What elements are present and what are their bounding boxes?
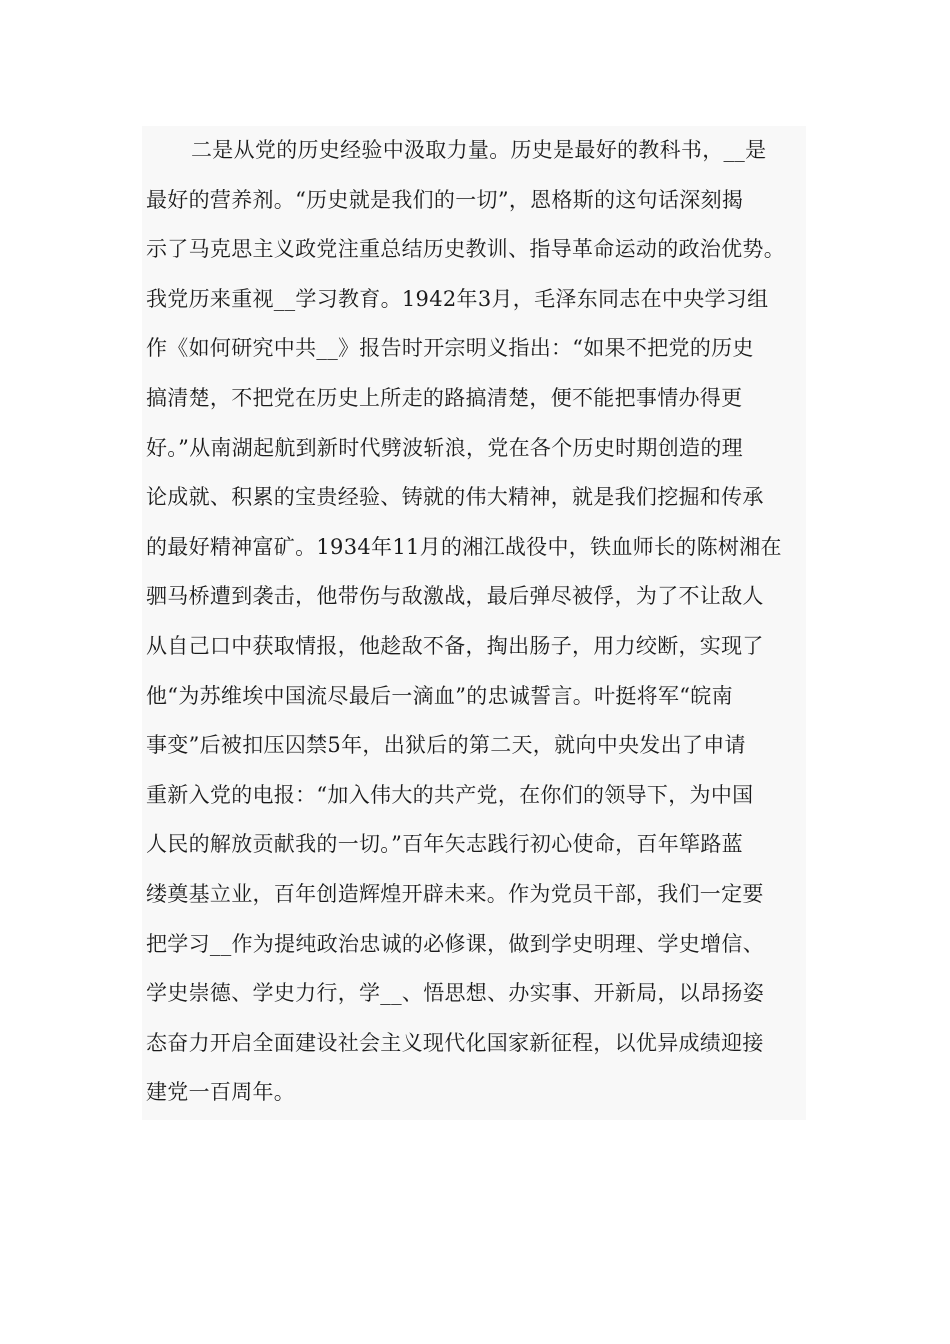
paragraph-block <box>142 126 806 1120</box>
paragraph-line: 他“为苏维埃中国流尽最后一滴血”的忠诚誓言。叶挺将军“皖南 <box>146 683 733 708</box>
paragraph-line: 缕奠基立业，百年创造辉煌开辟未来。作为党员干部，我们一定要 <box>146 882 764 906</box>
paragraph-line: 搞清楚，不把党在历史上所走的路搞清楚，便不能把事情办得更 <box>146 386 743 410</box>
paragraph-line: 示了马克思主义政党注重总结历史教训、指导革命运动的政治优势。 <box>146 237 785 262</box>
paragraph-line: 学史崇德、学史力行，学__、悟思想、办实事、开新局，以昂扬姿 <box>146 981 764 1006</box>
paragraph-line: 把学习__作为提纯政治忠诚的必修课，做到学史明理、学史增信、 <box>146 931 764 956</box>
paragraph-line: 从自己口中获取情报，他趁敌不备，掏出肠子，用力绞断，实现了 <box>146 634 764 658</box>
paragraph-line: 的最好精神富矿。1934年11月的湘江战役中，铁血师长的陈树湘在 <box>146 534 782 559</box>
paragraph-line: 最好的营养剂。“历史就是我们的一切”，恩格斯的这句话深刻揭 <box>146 187 744 212</box>
paragraph-line: 人民的解放贡献我的一切。”百年矢志践行初心使命，百年筚路蓝 <box>146 832 743 857</box>
paragraph-line: 二是从党的历史经验中汲取力量。历史是最好的教科书，__是 <box>191 138 767 162</box>
paragraph-line: 态奋力开启全面建设社会主义现代化国家新征程，以优异成绩迎接 <box>146 1030 764 1055</box>
paragraph-line: 建党一百周年。 <box>146 1080 296 1105</box>
paragraph-line: 驷马桥遭到袭击，他带伤与敌激战，最后弹尽被俘，为了不让敌人 <box>146 584 764 609</box>
paragraph-line: 作《如何研究中共__》报告时开宗明义指出：“如果不把党的历史 <box>146 336 754 361</box>
paragraph-line: 事变”后被扣压囚禁5年，出狱后的第二天，就向中央发出了申请 <box>146 733 746 758</box>
paragraph-line: 好。”从南湖起航到新时代劈波斩浪，党在各个历史时期创造的理 <box>146 435 743 460</box>
paragraph-line: 论成就、积累的宝贵经验、铸就的伟大精神，就是我们挖掘和传承 <box>146 485 764 510</box>
paragraph-line: 我党历来重视__学习教育。1942年3月，毛泽东同志在中央学习组 <box>146 286 769 311</box>
paragraph-line: 重新入党的电报：“加入伟大的共产党，在你们的领导下，为中国 <box>146 782 754 807</box>
